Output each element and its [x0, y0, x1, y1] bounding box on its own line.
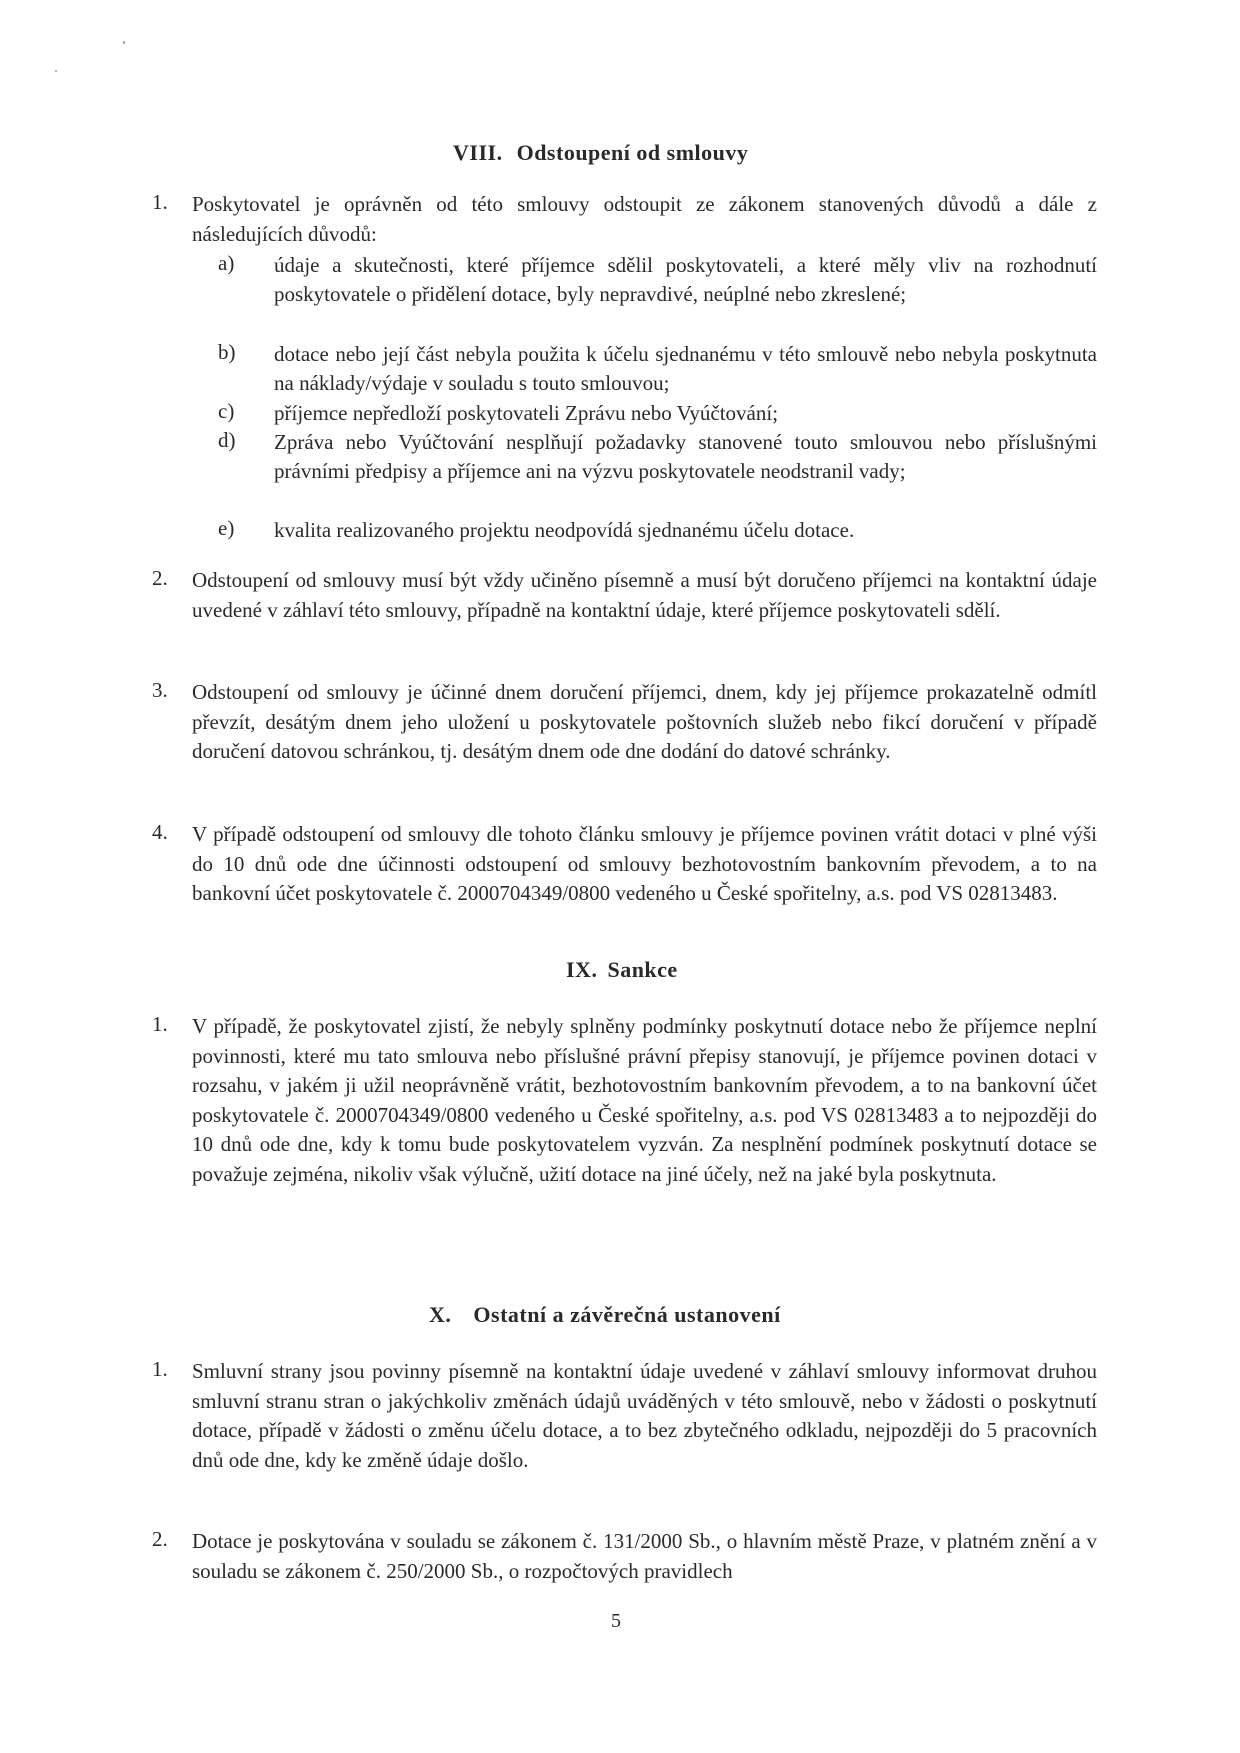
- paragraph-viii-4: [152, 820, 1097, 940]
- paragraph-number: 3.: [152, 678, 168, 702]
- section-heading-x: [429, 1302, 781, 1328]
- list-item-text: kvalita realizovaného projektu neodpovídá sjednanému účelu dotace.: [274, 518, 855, 542]
- paragraph-ix-1: [152, 1012, 1097, 1252]
- paragraph-number: 1.: [152, 1357, 168, 1381]
- paragraph-number: 1.: [152, 1012, 168, 1036]
- section-number: IX.: [566, 957, 598, 982]
- paragraph-viii-1: [152, 190, 1097, 540]
- list-item-label: d): [218, 428, 236, 452]
- paragraph-text: Odstoupení od smlouvy je účinné dnem doručení příjemci, dnem, kdy jej příjemce prokazatelně odmítl převzít, desátým dnem jeho uložení u poskytovatele poštovních služeb nebo fikcí doručení v případě doručení datovou schránkou, tj. desátým dnem ode dne dodání do datové schránky.: [192, 680, 1097, 763]
- list-item-label: c): [218, 399, 235, 423]
- scan-speck: [123, 41, 125, 44]
- paragraph-viii-2: [152, 566, 1097, 656]
- list-item-label: a): [218, 251, 235, 275]
- section-number: X.: [429, 1302, 452, 1327]
- paragraph-viii-3: [152, 678, 1097, 798]
- paragraph-text: V případě odstoupení od smlouvy dle tohoto článku smlouvy je příjemce povinen vrátit dotaci v plné výši do 10 dnů ode dne účinnosti odstoupení od smlouvy bezhotovostním bankovním převodem, a to na bankovní účet poskytovatele č. 2000704349/0800 vedeného u České spořitelny, a.s. pod VS 02813483.: [192, 822, 1097, 905]
- list-item-label: b): [218, 340, 236, 364]
- scan-speck: [55, 70, 57, 72]
- paragraph-text: Odstoupení od smlouvy musí být vždy učiněno písemně a musí být doručeno příjemci na kontaktní údaje uvedené v záhlaví této smlouvy, případně na kontaktní údaje, které příjemce poskytovateli sdělí.: [192, 568, 1097, 622]
- section-number: VIII.: [453, 140, 503, 165]
- paragraph-x-1: [152, 1357, 1097, 1507]
- section-title: Sankce: [607, 957, 678, 982]
- paragraph-number: 2.: [152, 1527, 168, 1551]
- paragraph-x-2: [152, 1527, 1097, 1589]
- list-item-text: dotace nebo její část nebyla použita k účelu sjednanému v této smlouvě nebo nebyla poskytnuta na náklady/výdaje v souladu s touto smlouvou;: [274, 342, 1097, 395]
- paragraph-text: Smluvní strany jsou povinny písemně na kontaktní údaje uvedené v záhlaví smlouvy informovat druhou smluvní stranu stran o jakýchkoliv změnách údajů uváděných v této smlouvě, nebo v žádosti o poskytnutí dotace, případě v žádosti o změnu účelu dotace, a to bez zbytečného odkladu, nejpozději do 5 pracovních dnů ode dne, kdy ke změně údaje došlo.: [192, 1359, 1097, 1472]
- list-item-text: Zpráva nebo Vyúčtování nesplňují požadavky stanovené touto smlouvou nebo příslušnými právními předpisy a příjemce ani na výzvu poskytovatele neodstranil vady;: [274, 430, 1097, 483]
- paragraph-text: Poskytovatel je oprávněn od této smlouvy odstoupit ze zákonem stanovených důvodů a dále z následujících důvodů:: [192, 192, 1097, 246]
- section-heading-viii: [453, 140, 748, 166]
- paragraph-text: V případě, že poskytovatel zjistí, že nebyly splněny podmínky poskytnutí dotace nebo že příjemce neplní povinnosti, které mu tato smlouva nebo příslušné právní přepisy stanovují, je příjemce povinen dotaci v rozsahu, v jakém ji užil neoprávněně vrátit, bezhotovostním bankovním převodem, a to na bankovní účet poskytovatele č. 2000704349/0800 vedeného u České spořitelny, a.s. pod VS 02813483 a to nejpozději do 10 dnů ode dne, kdy k tomu bude poskytovatelem vyzván. Za nesplnění podmínek poskytnutí dotace se považuje zejména, nikoliv však výlučně, užití dotace na jiné účely, než na jaké byla poskytnuta.: [192, 1014, 1097, 1186]
- paragraph-text: Dotace je poskytována v souladu se zákonem č. 131/2000 Sb., o hlavním městě Praze, v platném znění a v souladu se zákonem č. 250/2000 Sb., o rozpočtových pravidlech: [192, 1529, 1097, 1583]
- paragraph-number: 1.: [152, 190, 168, 214]
- paragraph-number: 2.: [152, 566, 168, 590]
- section-heading-ix: [566, 957, 678, 983]
- section-title: Ostatní a závěrečná ustanovení: [473, 1302, 781, 1327]
- list-item-label: e): [218, 516, 235, 540]
- page-number: 5: [611, 1610, 621, 1632]
- list-item-text: příjemce nepředloží poskytovateli Zprávu nebo Vyúčtování;: [274, 401, 779, 425]
- paragraph-number: 4.: [152, 820, 168, 844]
- list-item-text: údaje a skutečnosti, které příjemce sdělil poskytovateli, a které měly vliv na rozhodnutí poskytovatele o přidělení dotace, byly nepravdivé, neúplné nebo zkreslené;: [274, 253, 1097, 306]
- section-title: Odstoupení od smlouvy: [516, 140, 749, 165]
